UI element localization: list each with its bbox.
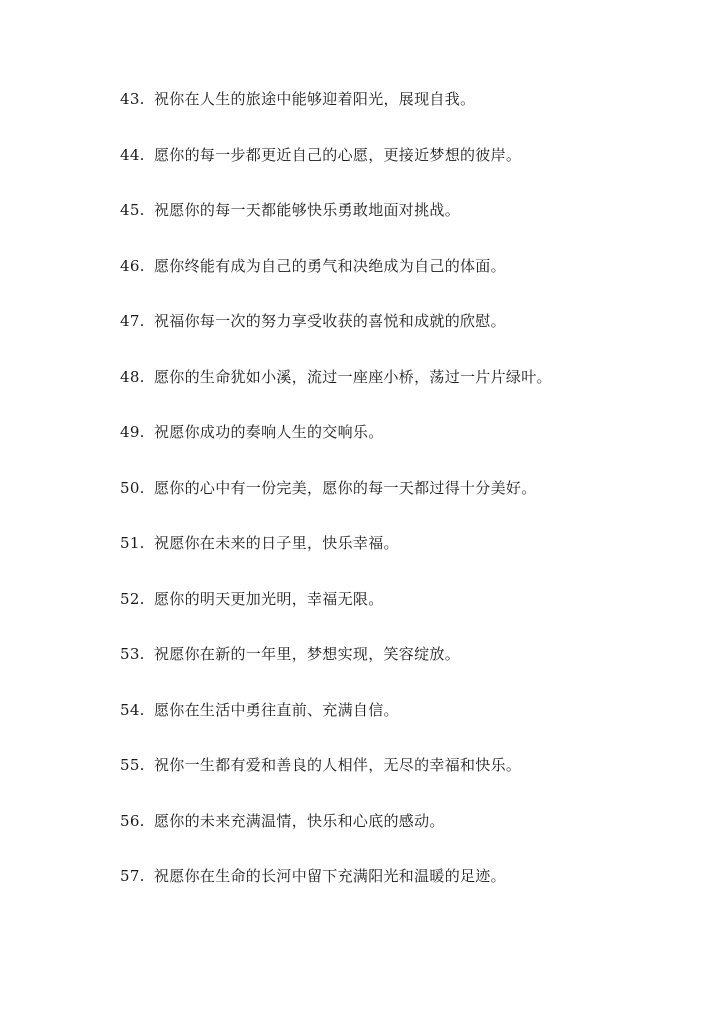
item-number: 55. [120,756,145,774]
item-text: 愿你的心中有一份完美，愿你的每一天都过得十分美好。 [154,478,537,497]
item-text: 祝你在人生的旅途中能够迎着阳光，展现自我。 [154,90,476,108]
item-number: 46. [120,256,145,275]
item-number: 49. [120,423,145,441]
item-text: 祝愿你在新的一年里，梦想实现，笑容绽放。 [154,645,461,663]
item-text: 愿你的明天更加光明，幸福无限。 [154,589,384,608]
list-item [120,808,552,864]
list-item [120,475,552,531]
item-number: 45. [120,201,145,219]
item-text: 祝愿你的每一天都能够快乐勇敢地面对挑战。 [154,201,461,219]
item-text: 祝愿你成功的奏响人生的交响乐。 [154,423,384,441]
item-number: 47. [120,312,145,330]
item-number: 57. [120,867,145,885]
item-number: 56. [120,811,145,830]
item-number: 54. [120,700,145,719]
list-item [120,142,552,198]
list-item [120,530,552,586]
item-text: 愿你的生命犹如小溪，流过一座座小桥，荡过一片片绿叶。 [154,367,552,386]
wish-list [120,86,552,919]
item-number: 51. [120,534,145,552]
list-item [120,364,552,420]
item-number: 52. [120,589,145,608]
item-number: 44. [120,145,145,164]
list-item [120,863,552,919]
item-number: 53. [120,645,145,663]
item-text: 愿你的未来充满温情，快乐和心底的感动。 [154,811,445,830]
item-text: 祝愿你在未来的日子里，快乐幸福。 [154,534,399,552]
item-text: 愿你在生活中勇往直前、充满自信。 [154,700,399,719]
list-item [120,697,552,753]
list-item [120,308,552,364]
list-item [120,253,552,309]
item-number: 43. [120,90,145,108]
item-text: 愿你终能有成为自己的勇气和决绝成为自己的体面。 [154,256,506,275]
item-text: 祝福你每一次的努力享受收获的喜悦和成就的欣慰。 [154,312,506,330]
list-item [120,86,552,142]
item-text: 愿你的每一步都更近自己的心愿，更接近梦想的彼岸。 [154,145,522,164]
item-text: 祝你一生都有爱和善良的人相伴，无尽的幸福和快乐。 [154,756,522,774]
list-item [120,752,552,808]
list-item [120,586,552,642]
item-number: 50. [120,478,145,497]
item-text: 祝愿你在生命的长河中留下充满阳光和温暖的足迹。 [154,867,506,885]
list-item [120,197,552,253]
list-item [120,641,552,697]
list-item [120,419,552,475]
item-number: 48. [120,367,145,386]
